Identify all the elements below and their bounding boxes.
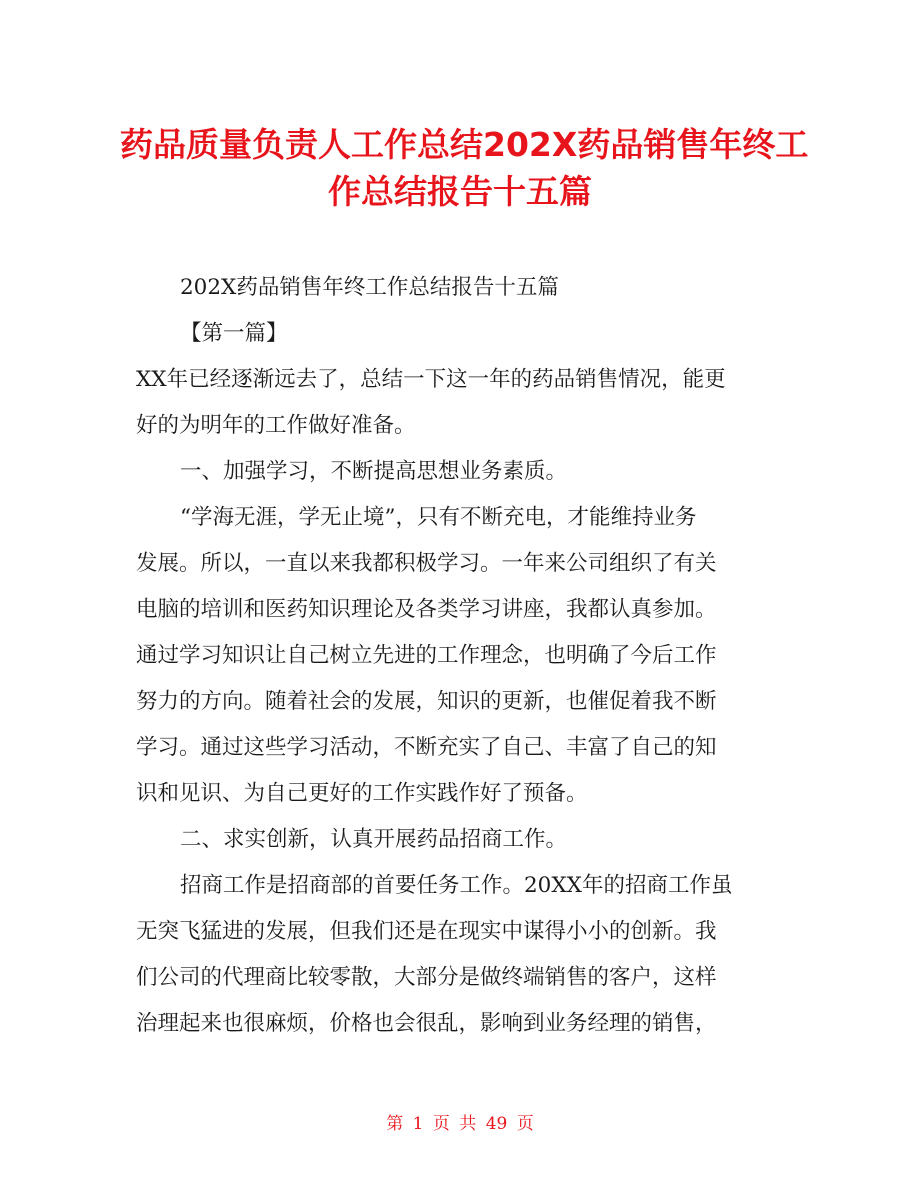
document-title-line-2: 作总结报告十五篇 bbox=[328, 172, 592, 211]
paragraph-line: 发展。所以，一直以来我都积极学习。一年来公司组织了有关 bbox=[136, 551, 717, 576]
paragraph-line: 招商工作是招商部的首要任务工作。20XX年的招商工作虽 bbox=[180, 873, 733, 898]
page-number-footer: 第 1 页 共 49 页 bbox=[386, 1114, 534, 1134]
paragraph-line: 电脑的培训和医药知识理论及各类学习讲座，我都认真参加。 bbox=[136, 597, 717, 622]
paragraph-line: XX年已经逐渐远去了，总结一下这一年的药品销售情况，能更 bbox=[136, 367, 726, 392]
paragraph-line: 好的为明年的工作做好准备。 bbox=[136, 413, 416, 438]
paragraph-line: 治理起来也很麻烦，价格也会很乱，影响到业务经理的销售， bbox=[136, 1011, 717, 1036]
section-heading: 【第一篇】 bbox=[180, 321, 288, 346]
subtitle-line: 202X药品销售年终工作总结报告十五篇 bbox=[180, 275, 559, 300]
paragraph-line: 努力的方向。随着社会的发展，知识的更新，也催促着我不断 bbox=[136, 689, 717, 714]
subheading-line: 二、求实创新，认真开展药品招商工作。 bbox=[180, 827, 568, 852]
paragraph-line: 识和见识、为自己更好的工作实践作好了预备。 bbox=[136, 781, 588, 806]
subheading-line: 一、加强学习，不断提高思想业务素质。 bbox=[180, 459, 568, 484]
paragraph-line: 们公司的代理商比较零散，大部分是做终端销售的客户，这样 bbox=[136, 965, 717, 990]
paragraph-line: 通过学习知识让自己树立先进的工作理念，也明确了今后工作 bbox=[136, 643, 717, 668]
document-body bbox=[136, 265, 796, 1047]
paragraph-line: 无突飞猛进的发展，但我们还是在现实中谋得小小的创新。我 bbox=[136, 919, 717, 944]
paragraph-line: “学海无涯，学无止境”，只有不断充电，才能维持业务 bbox=[180, 505, 697, 530]
paragraph-line: 学习。通过这些学习活动，不断充实了自己、丰富了自己的知 bbox=[136, 735, 717, 760]
document-title-line-1: 药品质量负责人工作总结202X药品销售年终工 bbox=[120, 125, 809, 164]
